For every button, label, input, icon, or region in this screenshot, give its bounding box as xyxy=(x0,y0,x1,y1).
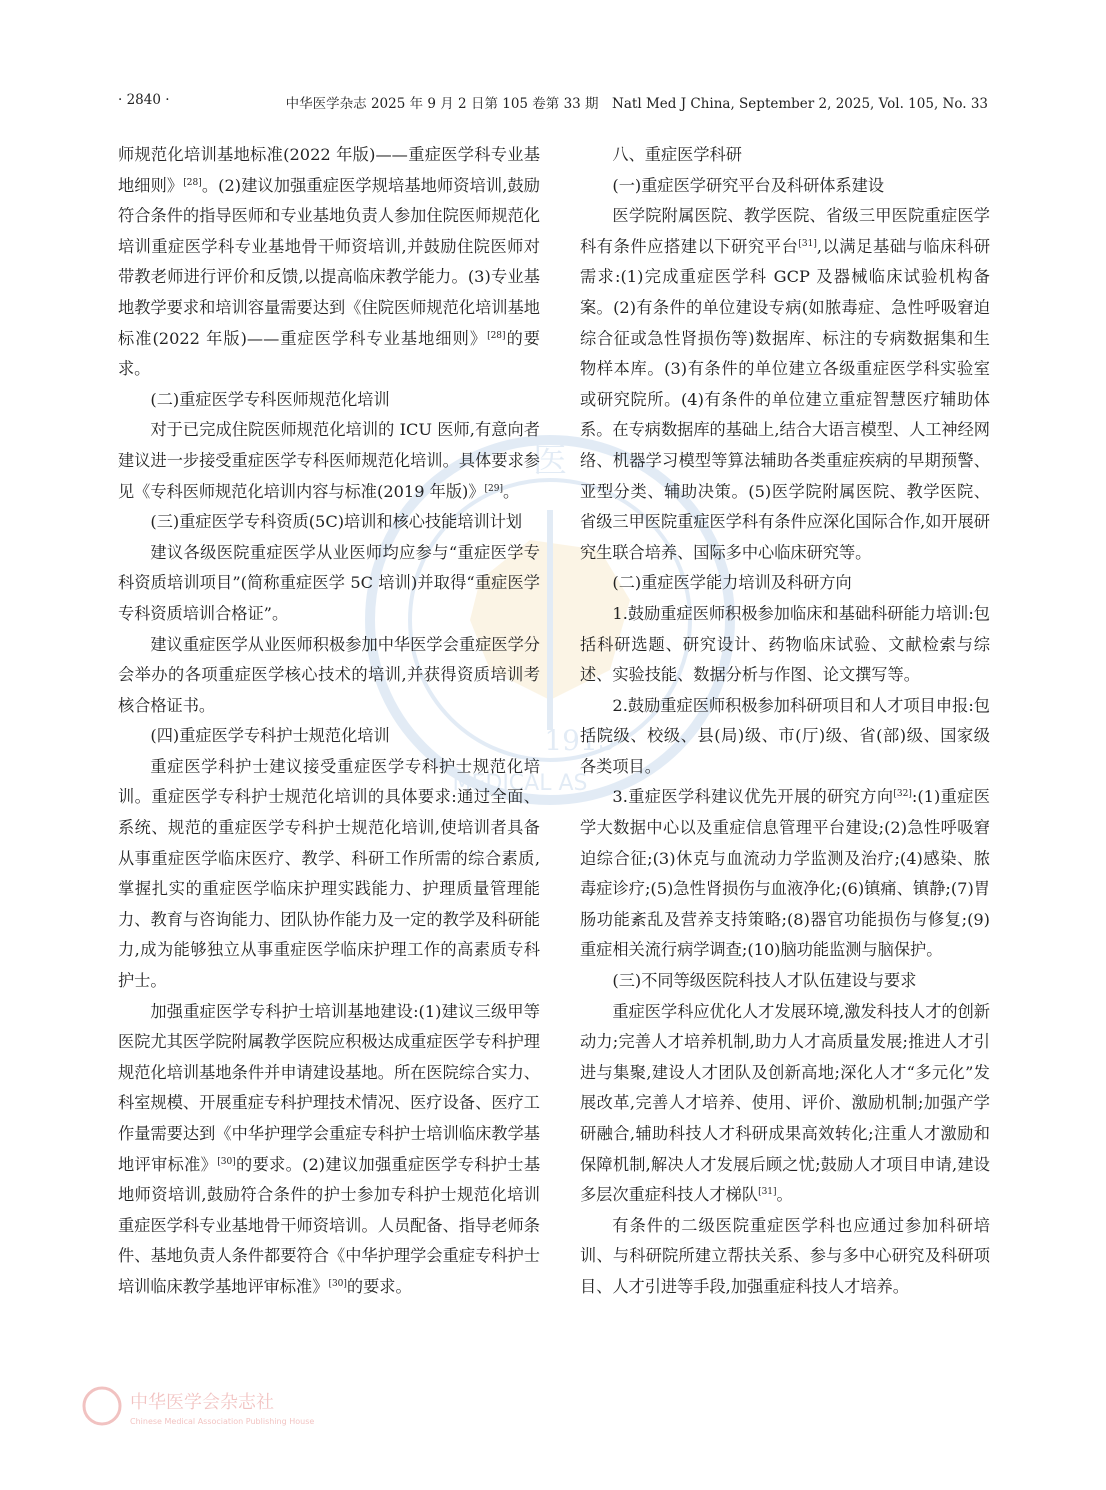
section-heading-research-directions: (二)重症医学能力培训及科研方向 xyxy=(612,573,852,593)
publisher-logo xyxy=(80,1384,460,1428)
right-column xyxy=(580,140,990,1303)
left-para-3: 建议各级医院重症医学从业医师均应参与“重症医学专科资质培训项目”(简称重症医学 5C 培训)并取得“重症医学专科资质培训合格证”。 xyxy=(118,542,540,623)
journal-citation: 中华医学杂志 2025 年 9 月 2 日第 105 卷第 33 期 Natl Med J China, September 2, 2025, Vol. 105, No. 33 xyxy=(285,96,988,112)
right-para-3: 2.鼓励重症医师积极参加科研项目和人才项目申报:包括院级、校级、县(局)级、市(厅)级、省(部)级、国家级各类项目。 xyxy=(580,695,990,776)
left-para-4: 建议重症医学从业医师积极参加中华医学会重症医学分会举办的各项重症医学核心技术的培训,并获得资质培训考核合格证书。 xyxy=(118,634,540,715)
citation-30: [30] xyxy=(217,1156,236,1167)
left-para-1: 师规范化培训基地标准(2022 年版)——重症医学科专业基地细则》[28]。(2)建议加强重症医学规培基地师资培训,鼓励符合条件的指导医师和专业基地负责人参加住院医师规范化培训重症医学科专业基地骨干师资培训,并鼓励住院医师对带教老师进行评价和反馈,以提高临床教学能力。(3)专业基地教学要求和培训容量需要达到《住院医师规范化培训基地标准(2022 年版)——重症医学科专业基地细则》[28]的要求。 xyxy=(118,145,540,379)
right-para-5: 重症医学科应优化人才发展环境,激发科技人才的创新动力;完善人才培养机制,助力人才高质量发展;推进人才引进与集聚,建设人才团队及创新高地;深化人才“多元化”发展改革,完善人才培养、使用、评价、激励机制;加强产学研融合,辅助科技人才科研成果高效转化;注重人才激励和保障机制,解决人才发展后顾之忧;鼓励人才项目申请,建设多层次重症科技人才梯队[31]。 xyxy=(580,1001,990,1205)
section-heading-nurse-training: (四)重症医学专科护士规范化培训 xyxy=(150,726,390,746)
citation-28: [28] xyxy=(487,330,506,341)
left-column xyxy=(118,140,540,1303)
citation-29: [29] xyxy=(484,483,504,494)
citation-30: [30] xyxy=(328,1278,347,1289)
section-heading-talent-team: (三)不同等级医院科技人才队伍建设与要求 xyxy=(612,971,917,991)
section-heading-research-platform: (一)重症医学研究平台及科研体系建设 xyxy=(612,175,885,195)
running-header xyxy=(118,92,988,116)
right-para-4: 3.重症医学科建议优先开展的研究方向[32]:(1)重症医学大数据中心以及重症信息管理平台建设;(2)急性呼吸窘迫综合征;(3)休克与血流动力学监测及治疗;(4)感染、脓毒症诊疗;(5)急性肾损伤与血液净化;(6)镇痛、镇静;(7)胃肠功能紊乱及营养支持策略;(8)器官功能损伤与修复;(9)重症相关流行病学调查;(10)脑功能监测与脑保护。 xyxy=(580,787,990,960)
page-number: · 2840 · xyxy=(118,92,170,108)
left-para-2: 对于已完成住院医师规范化培训的 ICU 医师,有意向者建议进一步接受重症医学专科医师规范化培训。具体要求参见《专科医师规范化培训内容与标准(2019 年版)》[29]。 xyxy=(118,420,540,501)
left-para-6: 加强重症医学专科护士培训基地建设:(1)建议三级甲等医院尤其医学院附属教学医院应积极达成重症医学专科护理规范化培训基地条件并申请建设基地。所在医院综合实力、科室规模、开展重症专科护理技术情况、医疗设备、医疗工作量需要达到《中华护理学会重症专科护士培训临床教学基地评审标准》[30]的要求。(2)建议加强重症医学专科护士基地师资培训,鼓励符合条件的护士参加专科护士规范化培训重症医学科专业基地骨干师资培训。人员配备、指导老师条件、基地负责人条件都要符合《中华护理学会重症专科护士培训临床教学基地评审标准》[30]的要求。 xyxy=(118,1001,541,1296)
section-heading-5c-training: (三)重症医学专科资质(5C)培训和核心技能培训计划 xyxy=(150,512,523,532)
right-para-6: 有条件的二级医院重症医学科也应通过参加科研培训、与科研院所建立帮扶关系、参与多中心研究及科研项目、人才引进等手段,加强重症科技人才培养。 xyxy=(580,1215,990,1296)
chapter-heading-research: 八、重症医学科研 xyxy=(612,145,742,164)
citation-32: [32] xyxy=(893,789,912,800)
right-para-1: 医学院附属医院、教学医院、省级三甲医院重症医学科有条件应搭建以下研究平台[31],以满足基础与临床科研需求:(1)完成重症医学科 GCP 及器械临床试验机构备案。(2)有条件的单位建设专病(如脓毒症、急性呼吸窘迫综合征或急性肾损伤等)数据库、标注的专病数据集和生物样本库。(3)有条件的单位建立各级重症医学科实验室或研究院所。(4)有条件的单位建立重症智慧医疗辅助体系。在专病数据库的基础上,结合大语言模型、人工神经网络、机器学习模型等算法辅助各类重症疾病的早期预警、亚型分类、辅助决策。(5)医学院附属医院、教学医院、省级三甲医院重症医学科有条件应深化国际合作,如开展研究生联合培养、国际多中心临床研究等。 xyxy=(580,206,991,562)
publisher-name-en: Chinese Medical Association Publishing House xyxy=(130,1417,315,1426)
citation-31: [31] xyxy=(758,1187,777,1198)
publisher-name: 中华医学会杂志社 xyxy=(130,1392,274,1413)
citation-31: [31] xyxy=(798,238,817,249)
seal-upper-text: 医 xyxy=(533,441,567,481)
citation-28: [28] xyxy=(183,177,202,188)
seal-arc-text: MEDICAL AS xyxy=(452,771,588,796)
section-heading-specialist-training: (二)重症医学专科医师规范化培训 xyxy=(150,389,390,409)
right-para-2: 1.鼓励重症医师积极参加临床和基础科研能力培训:包括科研选题、研究设计、药物临床试验、文献检索与综述、实验技能、数据分析与作图、论文撰写等。 xyxy=(580,603,990,685)
left-para-5: 重症医学科护士建议接受重症医学专科护士规范化培训。重症医学专科护士规范化培训的具体要求:通过全面、系统、规范的重症医学专科护士规范化培训,使培训者具备从事重症医学临床医疗、教学、科研工作所需的综合素质,掌握扎实的重症医学临床护理实践能力、护理质量管理能力、教育与咨询能力、团队协作能力及一定的教学及科研能力,成为能够独立从事重症医学临床护理工作的高素质专科护士。 xyxy=(118,756,540,991)
seal-year: 1915 xyxy=(544,724,616,757)
